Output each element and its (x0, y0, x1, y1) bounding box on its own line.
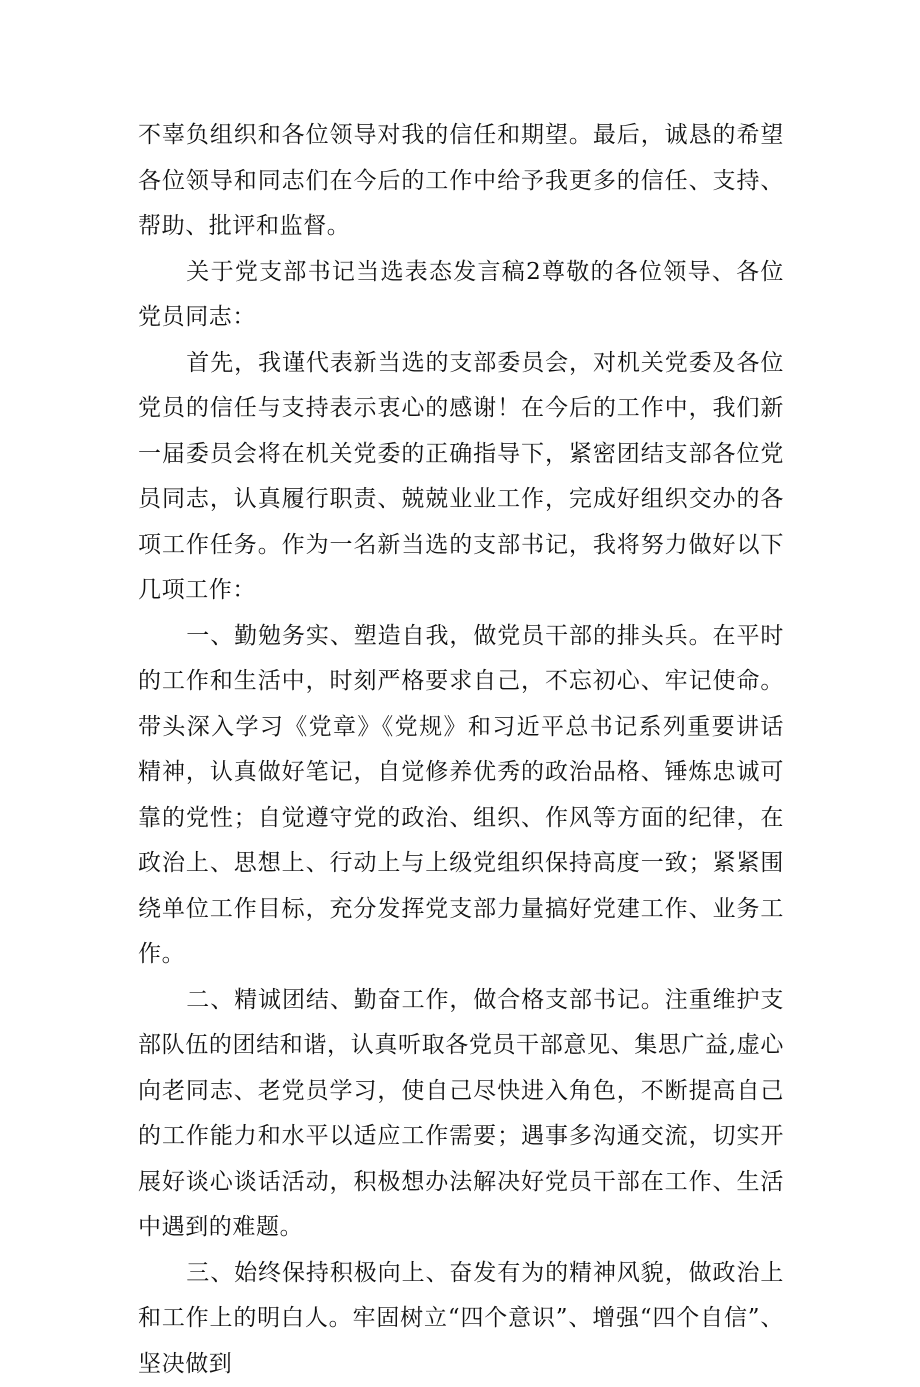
paragraph-point-two: 二、精诚团结、勤奋工作，做合格支部书记。注重维护支部队伍的团结和谐，认真听取各党员干部意见、集思广益,虚心向老同志、老党员学习，使自己尽快进入角色，不断提高自己的工作能力和水平以适应工作需要；遇事多沟通交流，切实开展好谈心谈话活动，积极想办法解决好党员干部在工作、生活中遇到的难题。 (138, 978, 784, 1251)
paragraph-speech-title: 关于党支部书记当选表态发言稿2尊敬的各位领导、各位党员同志： (138, 250, 784, 341)
paragraph-continuation: 不辜负组织和各位领导对我的信任和期望。最后，诚恳的希望各位领导和同志们在今后的工作中给予我更多的信任、支持、帮助、批评和监督。 (138, 113, 784, 250)
paragraph-point-three: 三、始终保持积极向上、奋发有为的精神风貌，做政治上和工作上的明白人。牢固树立“四个意识”、增强“四个自信”、坚决做到 (138, 1251, 784, 1387)
document-body (138, 113, 784, 1387)
paragraph-point-one: 一、勤勉务实、塑造自我，做党员干部的排头兵。在平时的工作和生活中，时刻严格要求自己，不忘初心、牢记使命。带头深入学习《党章》《党规》和习近平总书记系列重要讲话精神，认真做好笔记，自觉修养优秀的政治品格、锤炼忠诚可靠的党性；自觉遵守党的政治、组织、作风等方面的纪律，在政治上、思想上、行动上与上级党组织保持高度一致；紧紧围绕单位工作目标，充分发挥党支部力量搞好党建工作、业务工作。 (138, 614, 784, 978)
paragraph-opening: 首先，我谨代表新当选的支部委员会，对机关党委及各位党员的信任与支持表示衷心的感谢！在今后的工作中，我们新一届委员会将在机关党委的正确指导下，紧密团结支部各位党员同志，认真履行职责、兢兢业业工作，完成好组织交办的各项工作任务。作为一名新当选的支部书记，我将努力做好以下几项工作： (138, 341, 784, 614)
